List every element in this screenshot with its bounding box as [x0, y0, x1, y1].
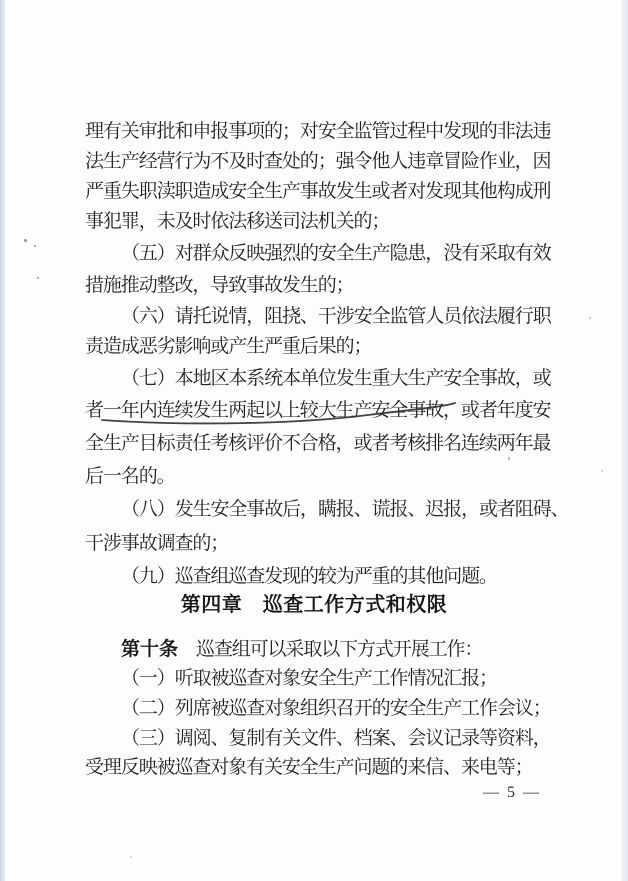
- underlined-text: 一年内连续发生两起以上较大生产安全事故: [102, 400, 444, 421]
- scan-edge-right: [621, 0, 628, 881]
- body-line: 事犯罪，未及时依法移送司法机关的；: [85, 211, 390, 232]
- body-line-item-8: （八）发生安全事故后，瞒报、谎报、迟报，或者阻碍、: [121, 499, 569, 520]
- article-10-item-2: （二）列席被巡查对象组织召开的安全生产工作会议；: [121, 698, 551, 719]
- body-line-item-6: （六）请托说情，阻挠、干涉安全监管人员依法履行职: [121, 306, 551, 327]
- scan-speck: [508, 457, 510, 460]
- body-line-item-9: （九）巡查组巡查发现的较为严重的其他问题。: [121, 566, 497, 587]
- body-line-item-5: （五）对群众反映强烈的安全生产隐患，没有采取有效: [121, 243, 551, 264]
- handwritten-underline: [98, 400, 460, 426]
- body-line: 理有关审批和申报事项的；对安全监管过程中发现的非法违: [85, 121, 551, 142]
- article-10-item-1: （一）听取被巡查对象安全生产工作情况汇报；: [121, 668, 497, 689]
- body-line: 后一名的。: [85, 466, 175, 487]
- body-line: 责造成恶劣影响或产生严重后果的；: [85, 336, 372, 357]
- body-line-item-7: （七）本地区本系统本单位发生重大生产安全事故，或: [121, 368, 551, 389]
- body-line: 干涉事故调查的；: [85, 533, 229, 554]
- body-line: 法生产经营行为不及时查处的；强令他人违章冒险作业，因: [85, 151, 551, 172]
- page-number: — 5 —: [483, 784, 541, 801]
- scan-speck: [37, 277, 39, 279]
- scan-speck: [601, 470, 603, 472]
- body-line: 严重失职渎职造成安全生产事故发生或者对发现其他构成刑: [85, 181, 551, 202]
- body-line: 措施推动整改，导致事故发生的；: [85, 275, 354, 296]
- scan-speck: [130, 856, 132, 858]
- underline-pre-text: 者: [85, 400, 103, 421]
- chapter-heading: 第四章 巡查工作方式和权限: [180, 594, 448, 616]
- article-10-item-3-wrap: 受理反映被巡查对象有关安全生产问题的来信、来电等；: [85, 757, 533, 778]
- body-line: 全生产目标责任考核评价不合格，或者考核排名连续两年最: [85, 433, 551, 454]
- article-10-label: 第十条: [121, 639, 179, 660]
- scan-speck: [589, 317, 591, 319]
- article-10-item-3: （三）调阅、复制有关文件、档案、会议记录等资料，: [121, 728, 551, 749]
- article-10-text: 巡查组可以采取以下方式开展工作：: [178, 639, 483, 660]
- scan-edge-left: [0, 0, 5, 881]
- scan-speck: [34, 245, 36, 247]
- scan-speck: [24, 239, 27, 242]
- article-10-line: [121, 634, 482, 658]
- underline-post-text: ，或者年度安: [443, 400, 551, 421]
